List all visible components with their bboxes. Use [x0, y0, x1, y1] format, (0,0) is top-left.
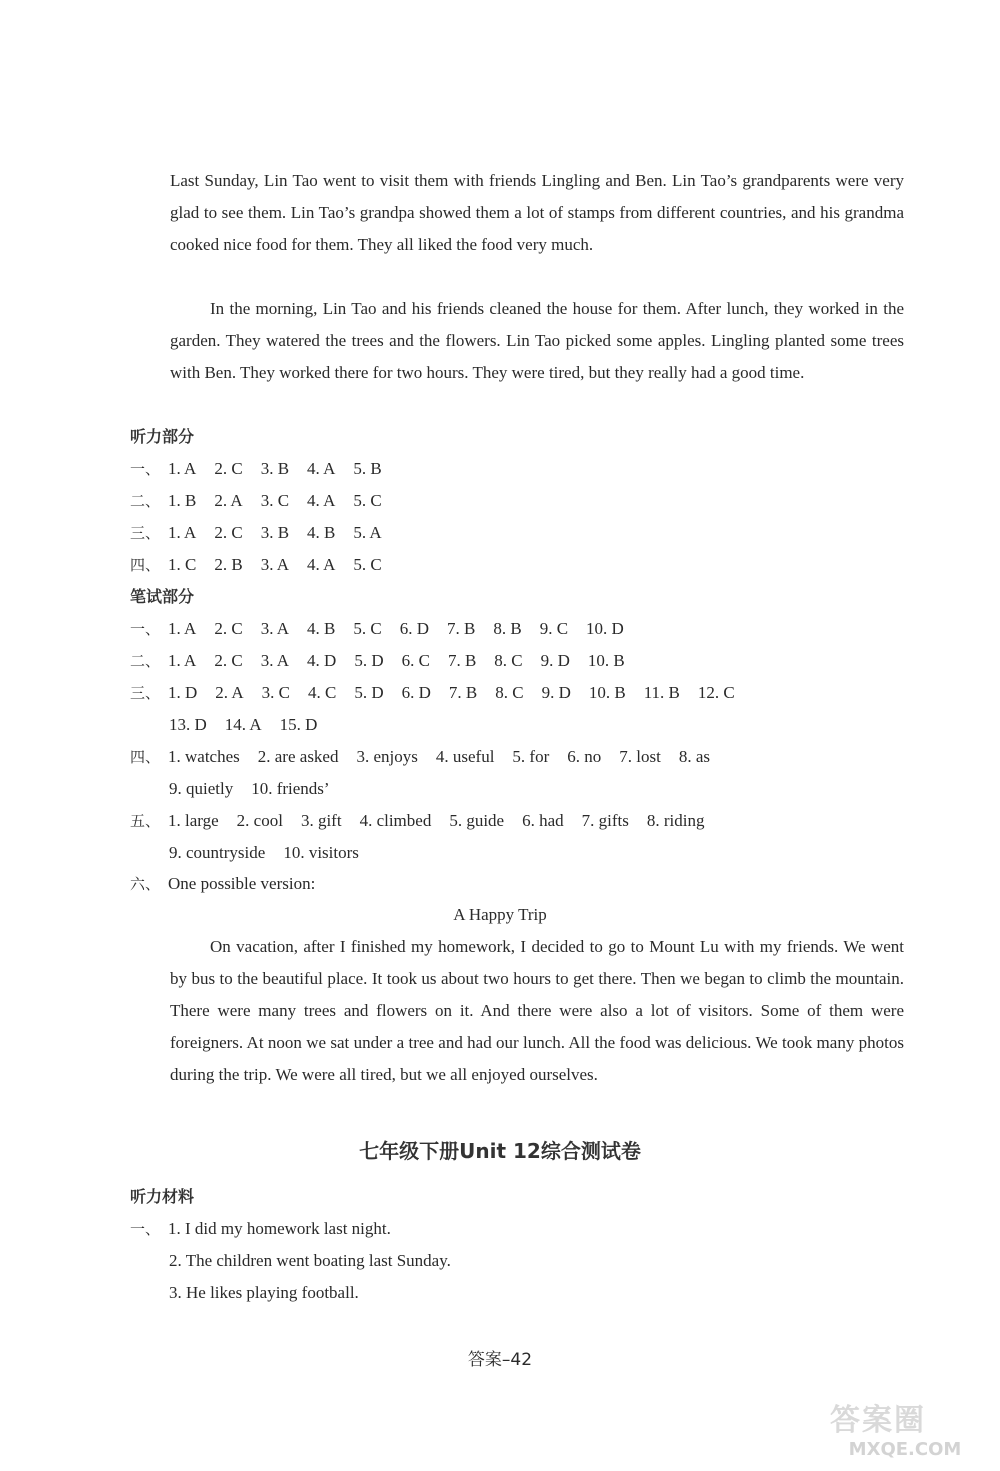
- answer-item: 5. C: [353, 555, 382, 574]
- answer-item: 6. had: [522, 811, 564, 830]
- answer-item: 6. D: [399, 619, 429, 638]
- row-number: 三、: [130, 684, 161, 702]
- answer-item: 9. countryside: [169, 843, 266, 862]
- answer-item: 4. D: [307, 651, 337, 670]
- answer-item: 7. B: [448, 683, 478, 702]
- answer-item: 4. A: [307, 555, 336, 574]
- material-line: 2. The children went boating last Sunday.: [169, 1251, 451, 1270]
- listening-material-heading: 听力材料: [130, 1187, 195, 1206]
- material-line: 1. I did my homework last night.: [168, 1219, 391, 1238]
- answer-item: 7. lost: [619, 747, 661, 766]
- answer-item: 13. D: [169, 715, 207, 734]
- answer-item: 1. large: [168, 811, 219, 830]
- answer-item: 7. B: [447, 651, 477, 670]
- answer-item: 1. A: [168, 459, 197, 478]
- answer-item: 14. A: [224, 715, 262, 734]
- answer-item: 5. C: [353, 619, 382, 638]
- answer-item: 5. D: [354, 651, 384, 670]
- answer-item: 5. D: [354, 683, 384, 702]
- material-line: 3. He likes playing football.: [169, 1283, 359, 1302]
- written-row-2: [130, 645, 643, 677]
- answer-item: 5. C: [353, 491, 382, 510]
- answer-item: 5. A: [353, 523, 382, 542]
- answer-item: 9. D: [541, 683, 571, 702]
- answer-item: 3. enjoys: [356, 747, 418, 766]
- passage-paragraph-2: In the morning, Lin Tao and his friends cleaned the house for them. After lunch, they worked in the garden. They watered the trees and the flowers. Lin Tao picked some apples. Lingling planted some trees with Ben. They worked there for two hours. They were tired, but they really had a good time.: [170, 299, 904, 382]
- answer-item: 10. D: [586, 619, 624, 638]
- answer-item: 4. C: [307, 683, 337, 702]
- listening-row-1: [130, 453, 400, 485]
- answer-item: 3. C: [261, 683, 290, 702]
- answer-item: 1. B: [168, 491, 197, 510]
- answer-item: 7. B: [447, 619, 476, 638]
- essay-title: A Happy Trip: [453, 905, 547, 924]
- written-row-3: [130, 677, 753, 709]
- answer-item: 9. quietly: [169, 779, 234, 798]
- answer-item: 8. B: [493, 619, 522, 638]
- answer-item: 7. gifts: [581, 811, 629, 830]
- answer-item: 3. gift: [300, 811, 342, 830]
- answer-item: 2. C: [214, 619, 243, 638]
- written-row-5-continued: [169, 837, 377, 869]
- answer-item: 2. C: [214, 651, 243, 670]
- answer-item: 10. B: [588, 683, 626, 702]
- row-number: 一、: [130, 1220, 161, 1238]
- unit12-test-title: 七年级下册Unit 12综合测试卷: [359, 1139, 641, 1163]
- answer-item: 3. A: [260, 619, 290, 638]
- page-number: 答案–42: [467, 1350, 533, 1370]
- row-number: 一、: [130, 460, 161, 478]
- answer-item: 2. C: [214, 523, 243, 542]
- material-row-1: [130, 1213, 391, 1245]
- row-number: 六、: [130, 875, 161, 893]
- listening-row-2: [130, 485, 400, 517]
- answer-item: 8. C: [495, 683, 524, 702]
- listening-row-3: [130, 517, 400, 549]
- row-number: 四、: [130, 556, 161, 574]
- answer-item: 10. visitors: [283, 843, 359, 862]
- passage-paragraph-1: Last Sunday, Lin Tao went to visit them with friends Lingling and Ben. Lin Tao’s grandparents were very glad to see them. Lin Tao’s grandpa showed them a lot of stamps from different countries, and his grandma cooked nice food for them. They all liked the food very much.: [170, 171, 904, 254]
- answer-item: 1. C: [168, 555, 197, 574]
- answer-item: 4. useful: [435, 747, 495, 766]
- answer-item: 12. C: [697, 683, 735, 702]
- answer-item: 8. C: [494, 651, 523, 670]
- watermark: [820, 1395, 990, 1465]
- written-row-4-continued: [169, 773, 348, 805]
- answer-item: 10. friends’: [251, 779, 330, 798]
- written-section-heading: 笔试部分: [130, 587, 195, 606]
- answer-item: 4. A: [307, 459, 336, 478]
- row-number: 四、: [130, 748, 161, 766]
- answer-item: 9. C: [539, 619, 569, 638]
- written-row-4: [130, 741, 728, 773]
- answer-item: 2. B: [214, 555, 243, 574]
- listening-row-4: [130, 549, 400, 581]
- row-number: 一、: [130, 620, 161, 638]
- written-row-5: [130, 805, 723, 837]
- answer-item: 6. no: [567, 747, 602, 766]
- answer-item: 6. C: [401, 651, 430, 670]
- answer-item: 3. C: [260, 491, 290, 510]
- answer-item: 2. A: [214, 491, 243, 510]
- answer-item: 3. B: [260, 523, 290, 542]
- essay-body: On vacation, after I finished my homework, I decided to go to Mount Lu with my friends. We went by bus to the beautiful place. It took us about two hours to get there. Then we began to climb the mountain. There were many trees and flowers on it. And there were also a lot of visitors. Some of them were foreigners. At noon we sat under a tree and had our lunch. All the food was delicious. We took many photos during the trip. We were all tired, but we all enjoyed ourselves.: [170, 937, 904, 1084]
- answer-item: 4. climbed: [359, 811, 432, 830]
- answer-item: 3. B: [260, 459, 290, 478]
- answer-item: 5. guide: [449, 811, 505, 830]
- answer-item: 8. riding: [646, 811, 705, 830]
- answer-item: 1. A: [168, 619, 197, 638]
- written-row-1: [130, 613, 642, 645]
- answer-item: 5. B: [353, 459, 382, 478]
- answer-item: 9. D: [540, 651, 570, 670]
- answer-item: 8. as: [678, 747, 710, 766]
- answer-item: 5. for: [512, 747, 550, 766]
- row-number: 二、: [130, 492, 161, 510]
- watermark-logo: 答案圈: [830, 1403, 926, 1438]
- answer-item: 2. A: [215, 683, 244, 702]
- answer-item: 1. D: [168, 683, 198, 702]
- answer-item: 4. A: [307, 491, 336, 510]
- answer-item: 1. A: [168, 651, 197, 670]
- answer-item: 3. A: [260, 555, 290, 574]
- answer-item: 11. B: [643, 683, 680, 702]
- written-row-3-continued: [169, 709, 335, 741]
- answer-item: 2. cool: [236, 811, 283, 830]
- answer-item: 1. A: [168, 523, 197, 542]
- row-number: 三、: [130, 524, 161, 542]
- answer-item: 2. C: [214, 459, 243, 478]
- row-number: 五、: [130, 812, 161, 830]
- answer-item: 6. D: [401, 683, 431, 702]
- answer-item: 4. B: [307, 619, 336, 638]
- answer-item: 3. A: [260, 651, 290, 670]
- answer-item: 1. watches: [168, 747, 240, 766]
- sample-essay-label: One possible version:: [168, 874, 316, 893]
- written-row-6: [130, 868, 315, 900]
- answer-item: 2. are asked: [257, 747, 339, 766]
- answer-item: 10. B: [587, 651, 625, 670]
- answer-item: 15. D: [279, 715, 318, 734]
- listening-section-heading: 听力部分: [130, 427, 195, 446]
- watermark-site: MXQE.COM: [848, 1439, 962, 1460]
- answer-item: 4. B: [307, 523, 336, 542]
- row-number: 二、: [130, 652, 161, 670]
